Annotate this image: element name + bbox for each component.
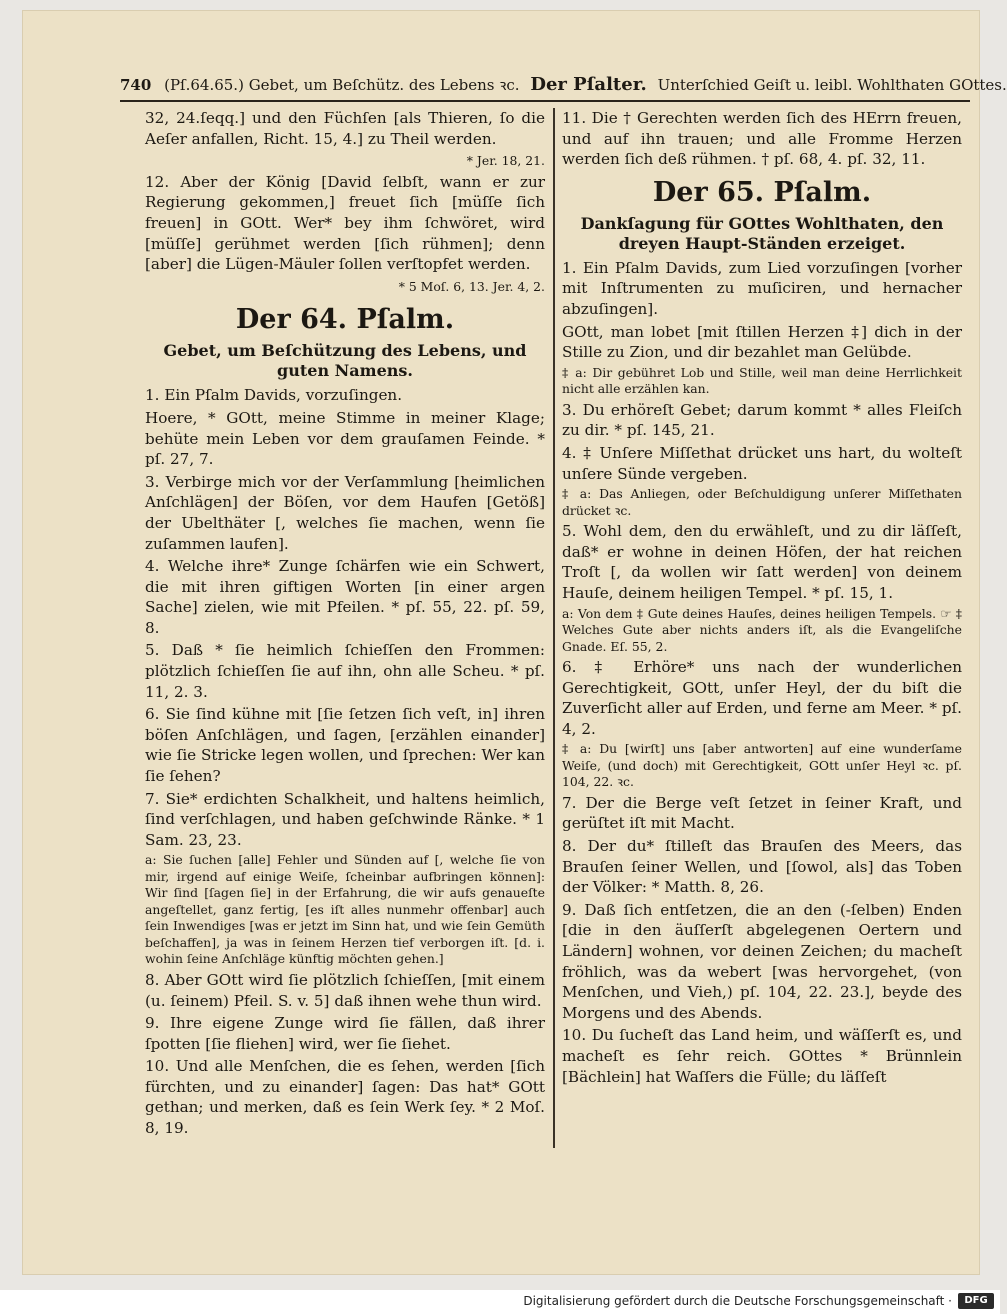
verse: 4. ‡ Unſere Miſſethat drücket uns hart, du wolteſt unſere Sünde vergeben. xyxy=(562,443,962,483)
verse: 10. Und alle Menſchen, die es ſehen, werden [ſich fürchten, und zu einander] ſagen: Das hat* GOtt gethan; und merken, daß es ſein Werk ſey. * 2 Moſ. 8, 19. xyxy=(145,1057,545,1138)
footnote: ‡ a: Du [wirſt] uns [aber antworten] auf eine wunderſame Weiſe, (und doch) mit Gerechtigkeit, GOtt unſer Heyl ꝛc. pſ. 104, 22. ꝛc. xyxy=(562,741,962,790)
verse: 1. Ein Pſalm Davids, zum Lied vorzuſingen [vorher mit Inſtrumenten zu muſiciren, und hernacher abzuſingen]. xyxy=(562,258,962,318)
verse: 6. ‡ Erhöre* uns nach der wunderlichen Gerechtigkeit, GOtt, unſer Heyl, der du biſt die Zuverſicht aller auf Erden, und ferne am Meer. * pſ. 4, 2. xyxy=(562,658,962,738)
digitization-footer xyxy=(0,1290,1000,1314)
verse: 7. Sie* erdichten Schalkheit, und haltens heimlich, ſind verſchlagen, und haben geſchwinde Ränke. * 1 Sam. 23, 23. xyxy=(145,789,545,849)
dfg-logo: DFG xyxy=(958,1293,994,1309)
verse: 1. Ein Pſalm Davids, vorzuſingen. xyxy=(145,386,403,405)
verse: 9. Daß ſich entſetzen, die an den (-ſelben) Enden [die in den äuſſerſt abgelegenen Oertern und Ländern] wohnen, vor deinen Zeichen; du macheſt fröhlich, was da webert [was hervorgehet, (von Menſchen, und Vieh,) pſ. 104, 22. 23.], beyde des Morgens und des Abends. xyxy=(562,900,962,1022)
right-column xyxy=(562,108,962,1144)
verse: 9. Ihre eigene Zunge wird ſie fällen, daß ihrer ſpotten [ſie fliehen] wird, wer ſie ſiehet. xyxy=(145,1014,545,1053)
footnote: ‡ a: Dir gebühret Lob und Stille, weil man deine Herrlichkeit nicht alle erzählen kan. xyxy=(562,364,962,397)
running-header-left: (Pſ.64.65.) Gebet, um Beſchütz. des Lebens ꝛc. xyxy=(164,76,520,94)
footnote: a: Von dem ‡ Gute deines Hauſes, deines heiligen Tempels. ☞ ‡ Welches Gute aber nichts anders iſt, als die Evangeliſche Gnade. Eſ. 55, 2. xyxy=(562,605,962,654)
funding-notice: Digitalisierung gefördert durch die Deutsche Forschungsgemeinschaft · xyxy=(523,1294,952,1308)
verse: 11. Die † Gerechten werden ſich des HErrn freuen, und auf ihn trauen; und alle Fromme Herzen werden ſich deß rühmen. † pſ. 68, 4. pſ. 32, 11. xyxy=(562,109,962,169)
footnote: a: Sie ſuchen [alle] Fehler und Sünden auf [, welche ſie von mir, irgend auf einige Weiſe, ſcheinbar aufbringen können]: Wir ſind [ſagen ſie] in der Erfahrung, die wir aufs genaueſte angeſtellet, ganz fertig, [es iſt alles nunmehr offenbar] auch ſein Inwendiges [was er jetzt im Sinn hat, und wie ſein Gemüth beſchaffen], ja was in ſeinem Herzen tief verborgen iſt. [d. i. wohin ſeine Anſchläge künftig möchten gehen.] xyxy=(145,852,545,967)
verse: 3. Verbirge mich vor der Verſammlung [heimlichen Anſchlägen] der Böſen, vor dem Haufen [Getöß] der Ubelthäter [, welches ſie machen, wenn ſie zuſammen laufen]. xyxy=(145,472,545,553)
cross-reference: * 5 Moſ. 6, 13. Jer. 4, 2. xyxy=(398,278,545,294)
column-divider xyxy=(553,108,555,1148)
footnote: ‡ a: Das Anliegen, oder Beſchuldigung unſerer Miſſethaten drücket ꝛc. xyxy=(562,486,962,518)
verse: GOtt, man lobet [mit ſtillen Herzen ‡] dich in der Stille zu Zion, und dir bezahlet man Gelübde. xyxy=(562,322,962,362)
verse: 12. Aber der König [David ſelbſt, wann er zur Regierung gekommen,] freuet ſich [müſſe ſich freuen] in GOtt. Wer* bey ihm ſchwöret, wird [müſſe] gerühmet werden [ſich rühmen]; denn [aber] die Lügen-Mäuler ſollen verſtopfet werden. xyxy=(145,172,545,274)
verse: 4. Welche ihre* Zunge ſchärfen wie ein Schwert, die mit ihren giftigen Worten [in einer argen Sache] zielen, wie mit Pfeilen. * pſ. 55, 22. pſ. 59, 8. xyxy=(145,557,545,637)
verse: 5. Daß * ſie heimlich ſchieſſen den Frommen: plötzlich ſchieſſen ſie auf ihn, ohn alle Scheu. * pſ. 11, 2. 3. xyxy=(145,641,545,701)
cross-reference: * Jer. 18, 21. xyxy=(466,153,545,169)
running-header-right: Unterſchied Geiſt u. leibl. Wohlthaten GOttes. xyxy=(657,76,1007,94)
verse: 5. Wohl dem, den du erwähleſt, und zu dir läſſeſt, daß* er wohne in deinen Höfen, der hat reichen Troſt [, da wollen wir ſatt werden] von deinem Hauſe, deinem heiligen Tempel. * pſ. 15, 1. xyxy=(562,522,962,602)
verse: 10. Du ſucheſt das Land heim, und wäſſerſt es, und macheſt es ſehr reich. GOttes * Brünnlein [Bächlein] hat Waſſers die Fülle; du läſſeſt xyxy=(562,1026,962,1086)
psalm-65-summary: Dankſagung für GOttes Wohlthaten, den dreyen Haupt-Ständen erzeiget. xyxy=(580,213,944,253)
verse: 3. Du erhöreſt Gebet; darum kommt * alles Fleiſch zu dir. * pſ. 145, 21. xyxy=(562,400,962,440)
left-column xyxy=(145,108,545,1144)
running-header xyxy=(120,74,1007,102)
psalm-64-summary: Gebet, um Beſchützung des Lebens, und guten Namens. xyxy=(163,341,527,381)
verse: Hoere, * GOtt, meine Stimme in meiner Klage; behüte mein Leben vor dem grauſamen Feinde. * pſ. 27, 7. xyxy=(145,408,545,469)
verse: 8. Aber GOtt wird ſie plötzlich ſchieſſen, [mit einem (u. ſeinem) Pfeil. S. v. 5] daß ihnen wehe thun wird. xyxy=(145,970,545,1010)
verse: 32, 24.ſeqq.] und den Füchſen [als Thieren, ſo die Aeſer anfallen, Richt. 15, 4.] zu Theil werden. xyxy=(145,109,545,148)
book-title: Der Pſalter. xyxy=(530,74,647,95)
psalm-65-title: Der 65. Pſalm. xyxy=(652,176,872,208)
psalm-64-title: Der 64. Pſalm. xyxy=(235,304,455,336)
verse: 7. Der die Berge veſt ſetzet in ſeiner Kraft, und gerüſtet iſt mit Macht. xyxy=(562,793,962,833)
page-number: 740 xyxy=(120,76,152,94)
verse: 6. Sie ſind kühne mit [ſie ſetzen ſich veſt, in] ihren böſen Anſchlägen, und ſagen, [erzählen einander] wie ſie Stricke legen wollen, und ſprechen: Wer kan ſie ſehen? xyxy=(145,705,545,786)
verse: 8. Der du* ſtilleſt das Brauſen des Meers, das Brauſen ſeiner Wellen, und [ſowol, als] das Toben der Völker: * Matth. 8, 26. xyxy=(562,837,962,897)
